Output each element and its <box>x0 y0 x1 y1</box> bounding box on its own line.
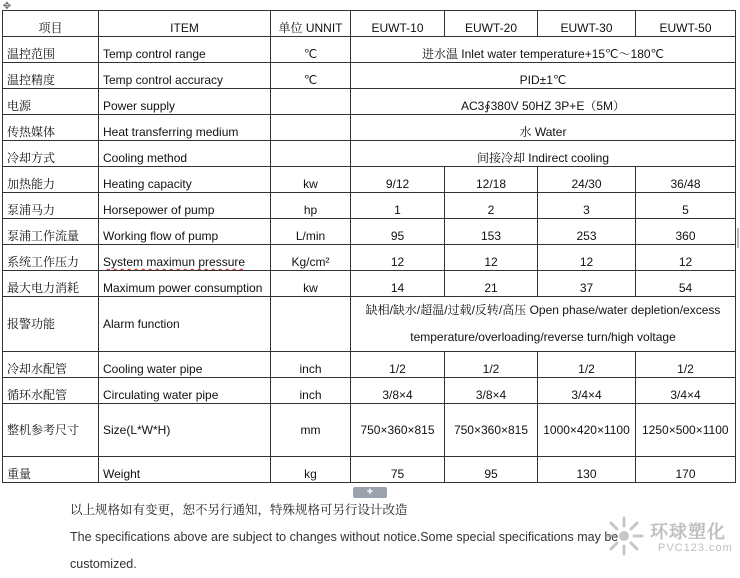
table-row <box>3 37 736 63</box>
row-label-en: Maximum power consumption <box>99 271 271 297</box>
row-value: 9/12 <box>351 167 445 193</box>
row-value: 153 <box>445 219 538 245</box>
row-unit: kw <box>271 271 351 297</box>
row-unit: inch <box>271 378 351 404</box>
row-value: 54 <box>636 271 736 297</box>
footnotes <box>70 497 630 578</box>
row-unit: mm <box>271 404 351 457</box>
row-label-en: Circulating water pipe <box>99 378 271 404</box>
row-value: 12/18 <box>445 167 538 193</box>
row-value: 24/30 <box>538 167 636 193</box>
table-row <box>3 115 736 141</box>
row-unit: kw <box>271 167 351 193</box>
row-merged-value: 水 Water <box>351 115 736 141</box>
row-label-en: Horsepower of pump <box>99 193 271 219</box>
header-cell: 项目 <box>3 11 99 37</box>
table-row <box>3 378 736 404</box>
row-value: 170 <box>636 457 736 483</box>
row-label-en: Temp control range <box>99 37 271 63</box>
table-row <box>3 404 736 457</box>
table-row <box>3 89 736 115</box>
table-move-handle-icon[interactable]: ✥ <box>2 1 12 12</box>
row-value: 1/2 <box>538 352 636 378</box>
header-cell: 单位 UNNIT <box>271 11 351 37</box>
row-label-en: Working flow of pump <box>99 219 271 245</box>
row-label-cn: 泵浦马力 <box>3 193 99 219</box>
row-value: 1/2 <box>636 352 736 378</box>
row-merged-value: 进水温 Inlet water temperature+15℃～180℃ <box>351 37 736 63</box>
row-label-en: Heat transferring medium <box>99 115 271 141</box>
row-label-en: Cooling method <box>99 141 271 167</box>
row-label-cn: 报警功能 <box>3 297 99 352</box>
row-value: 95 <box>445 457 538 483</box>
row-unit <box>271 297 351 352</box>
spec-table <box>2 10 736 483</box>
row-merged-value: PID±1℃ <box>351 63 736 89</box>
row-unit: kg <box>271 457 351 483</box>
row-value: 130 <box>538 457 636 483</box>
row-label-cn: 冷却水配管 <box>3 352 99 378</box>
row-value: 12 <box>538 245 636 271</box>
row-value: 1/2 <box>445 352 538 378</box>
header-cell: EUWT-10 <box>351 11 445 37</box>
row-unit: ℃ <box>271 63 351 89</box>
row-unit: inch <box>271 352 351 378</box>
row-value: 1000×420×1100 <box>538 404 636 457</box>
row-label-cn: 加热能力 <box>3 167 99 193</box>
row-value: 253 <box>538 219 636 245</box>
row-value: 3 <box>538 193 636 219</box>
table-row <box>3 63 736 89</box>
table-header-row <box>3 11 736 37</box>
row-value: 1/2 <box>351 352 445 378</box>
row-value: 360 <box>636 219 736 245</box>
add-row-button[interactable]: + <box>353 487 387 498</box>
row-value: 75 <box>351 457 445 483</box>
row-label-cn: 整机参考尺寸 <box>3 404 99 457</box>
row-label-cn: 系统工作压力 <box>3 245 99 271</box>
row-unit <box>271 89 351 115</box>
header-cell: EUWT-20 <box>445 11 538 37</box>
table-row <box>3 271 736 297</box>
row-label-en: Temp control accuracy <box>99 63 271 89</box>
row-label-en: Size(L*W*H) <box>99 404 271 457</box>
row-value: 1 <box>351 193 445 219</box>
table-row <box>3 297 736 352</box>
table-row <box>3 457 736 483</box>
row-value: 750×360×815 <box>351 404 445 457</box>
header-cell: EUWT-30 <box>538 11 636 37</box>
row-label-cn: 循环水配管 <box>3 378 99 404</box>
row-label-cn: 最大电力消耗 <box>3 271 99 297</box>
row-label-cn: 传热媒体 <box>3 115 99 141</box>
row-value: 1250×500×1100 <box>636 404 736 457</box>
row-unit <box>271 115 351 141</box>
table-row <box>3 193 736 219</box>
watermark-logo-icon <box>600 512 648 560</box>
table-row <box>3 167 736 193</box>
row-merged-value: 间接冷却 Indirect cooling <box>351 141 736 167</box>
row-value: 750×360×815 <box>445 404 538 457</box>
row-value: 14 <box>351 271 445 297</box>
scrollbar-marker[interactable] <box>737 228 739 248</box>
row-label-en: System maximun pressure <box>99 245 271 271</box>
row-label-en: Power supply <box>99 89 271 115</box>
table-row <box>3 141 736 167</box>
row-value: 37 <box>538 271 636 297</box>
header-cell: EUWT-50 <box>636 11 736 37</box>
row-value: 36/48 <box>636 167 736 193</box>
table-row <box>3 352 736 378</box>
row-value: 3/8×4 <box>351 378 445 404</box>
row-label-cn: 温控精度 <box>3 63 99 89</box>
row-unit: Kg/cm² <box>271 245 351 271</box>
note-en: The specifications above are subject to changes without notice.Some special specifications may be customized. <box>70 530 619 571</box>
table-row <box>3 245 736 271</box>
row-value: 5 <box>636 193 736 219</box>
row-value: 12 <box>636 245 736 271</box>
row-value: 12 <box>351 245 445 271</box>
row-value: 3/4×4 <box>538 378 636 404</box>
row-value: 12 <box>445 245 538 271</box>
row-value: 3/4×4 <box>636 378 736 404</box>
row-label-cn: 重量 <box>3 457 99 483</box>
note-cn: 以上规格如有变更，恕不另行通知，特殊规格可另行设计改造 <box>70 503 408 517</box>
row-label-en: Weight <box>99 457 271 483</box>
row-label-en: Alarm function <box>99 297 271 352</box>
row-label-en: Cooling water pipe <box>99 352 271 378</box>
row-label-cn: 冷却方式 <box>3 141 99 167</box>
row-value: 3/8×4 <box>445 378 538 404</box>
row-label-cn: 泵浦工作流量 <box>3 219 99 245</box>
row-unit: ℃ <box>271 37 351 63</box>
row-value: 21 <box>445 271 538 297</box>
row-merged-value: AC3∮380V 50HZ 3P+E（5M） <box>351 89 736 115</box>
row-merged-value: 缺相/缺水/超温/过载/反转/高压 Open phase/water depletion/excess temperature/overloading/reverse turn/high voltage <box>351 297 736 352</box>
row-value: 2 <box>445 193 538 219</box>
row-label-cn: 电源 <box>3 89 99 115</box>
watermark <box>600 512 735 562</box>
row-label-cn: 温控范围 <box>3 37 99 63</box>
row-unit: L/min <box>271 219 351 245</box>
header-cell: ITEM <box>99 11 271 37</box>
watermark-name: 环球塑化 <box>650 522 726 542</box>
table-row <box>3 219 736 245</box>
watermark-url: PVC123.com <box>658 542 733 554</box>
row-unit: hp <box>271 193 351 219</box>
row-label-en: Heating capacity <box>99 167 271 193</box>
row-unit <box>271 141 351 167</box>
row-value: 95 <box>351 219 445 245</box>
